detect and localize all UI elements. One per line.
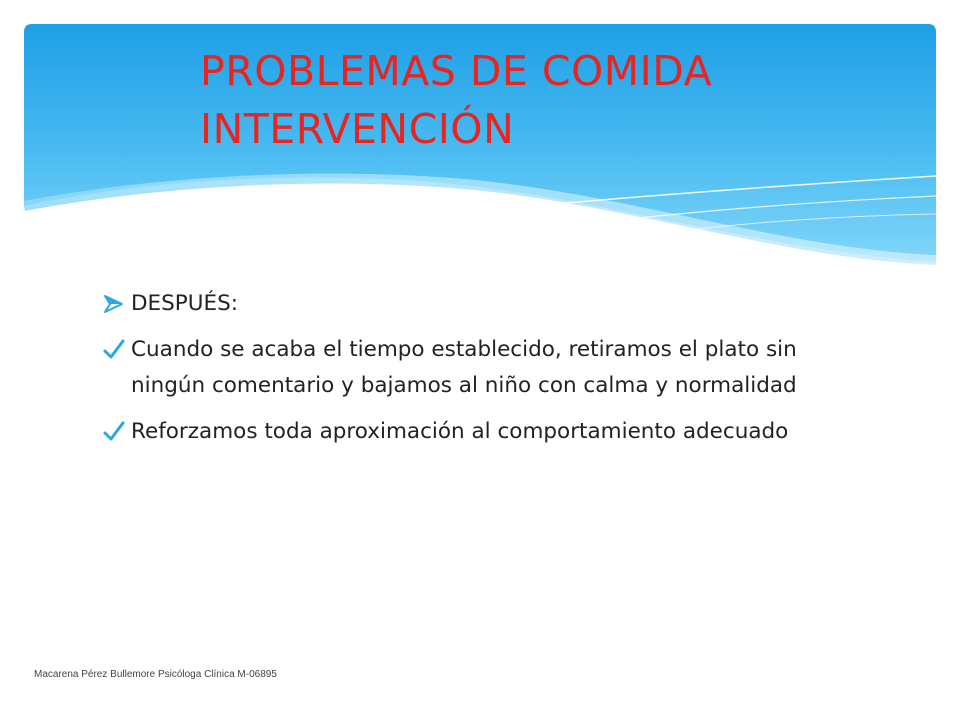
list-item bbox=[100, 332, 860, 404]
list-heading bbox=[100, 286, 860, 322]
checkmark-icon bbox=[102, 336, 126, 364]
list-heading-text: DESPUÉS: bbox=[131, 291, 238, 316]
arrow-bullet-icon bbox=[102, 290, 126, 318]
footer-author: Macarena Pérez Bullemore Psicóloga Clínica M-06895 bbox=[34, 669, 277, 680]
list-item-text: Reforzamos toda aproximación al comportamiento adecuado bbox=[131, 419, 789, 444]
checkmark-icon bbox=[102, 418, 126, 446]
list-item bbox=[100, 414, 860, 450]
slide-title bbox=[200, 42, 900, 158]
title-line-2: INTERVENCIÓN bbox=[200, 105, 515, 153]
bullet-list bbox=[100, 286, 860, 460]
title-line-1: PROBLEMAS DE COMIDA bbox=[200, 47, 713, 95]
list-item-text: Cuando se acaba el tiempo establecido, retiramos el plato sin ningún comentario y bajamos al niño con calma y normalidad bbox=[131, 337, 797, 398]
